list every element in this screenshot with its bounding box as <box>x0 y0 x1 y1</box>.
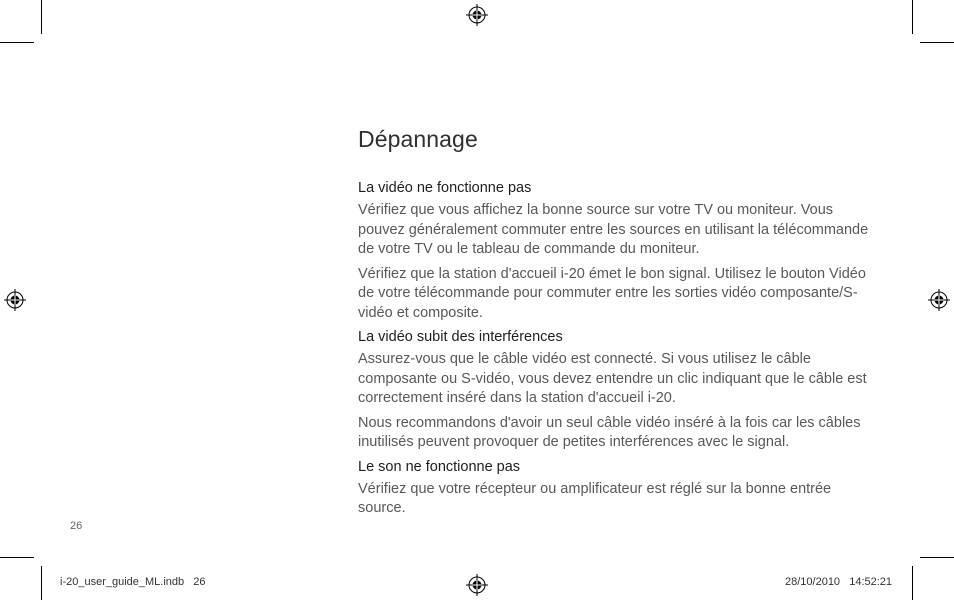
paragraph: Vérifiez que vous affichez la bonne source sur votre TV ou moniteur. Vous pouvez généralement commuter entre les sources en utilisant la télécommande de votre TV ou le tableau de commande du moniteur. <box>358 202 869 257</box>
paragraph: Vérifiez que votre récepteur ou amplificateur est réglé sur la bonne entrée source. <box>358 480 832 516</box>
paragraph: Nous recommandons d'avoir un seul câble vidéo inséré à la fois car les câbles inutilisés peuvent provoquer de petites interférences avec le signal. <box>358 414 861 450</box>
troubleshooting-content <box>358 126 878 524</box>
crop-mark-top-right-h <box>920 42 954 43</box>
section-heading: La vidéo subit des interférences <box>358 329 563 345</box>
registration-mark-left-icon <box>4 289 26 311</box>
crop-mark-top-right-v <box>912 0 913 34</box>
registration-mark-bottom-icon <box>466 574 488 596</box>
registration-mark-right-icon <box>928 289 950 311</box>
paragraph: Vérifiez que la station d'accueil i-20 émet le bon signal. Utilisez le bouton Vidéo de votre télécommande pour commuter entre les sorties vidéo composante/S-vidéo et composite. <box>358 265 866 321</box>
page-number: 26 <box>70 520 83 532</box>
section-video-not-working <box>358 179 878 323</box>
section-video-interference <box>358 328 878 453</box>
paragraph: Assurez-vous que le câble vidéo est connecté. Si vous utilisez le câble composante ou S-vidéo, vous devez entendre un clic indiquant que le câble est correctement inséré dans la station d'accueil i-20. <box>358 351 867 406</box>
crop-mark-bottom-left-h <box>0 557 34 558</box>
page-title: Dépannage <box>358 126 478 152</box>
crop-mark-bottom-right-h <box>920 557 954 558</box>
print-slug-file: i-20_user_guide_ML.indb 26 <box>60 576 206 588</box>
crop-mark-top-left-v <box>41 0 42 34</box>
crop-mark-top-left-h <box>0 42 34 43</box>
crop-mark-bottom-right-v <box>912 566 913 600</box>
print-slug-datetime: 28/10/2010 14:52:21 <box>785 576 893 588</box>
section-sound-not-working <box>358 458 878 519</box>
section-heading: Le son ne fonctionne pas <box>358 458 521 475</box>
section-heading: La vidéo ne fonctionne pas <box>358 180 532 196</box>
registration-mark-top-icon <box>466 4 488 26</box>
crop-mark-bottom-left-v <box>41 566 42 600</box>
